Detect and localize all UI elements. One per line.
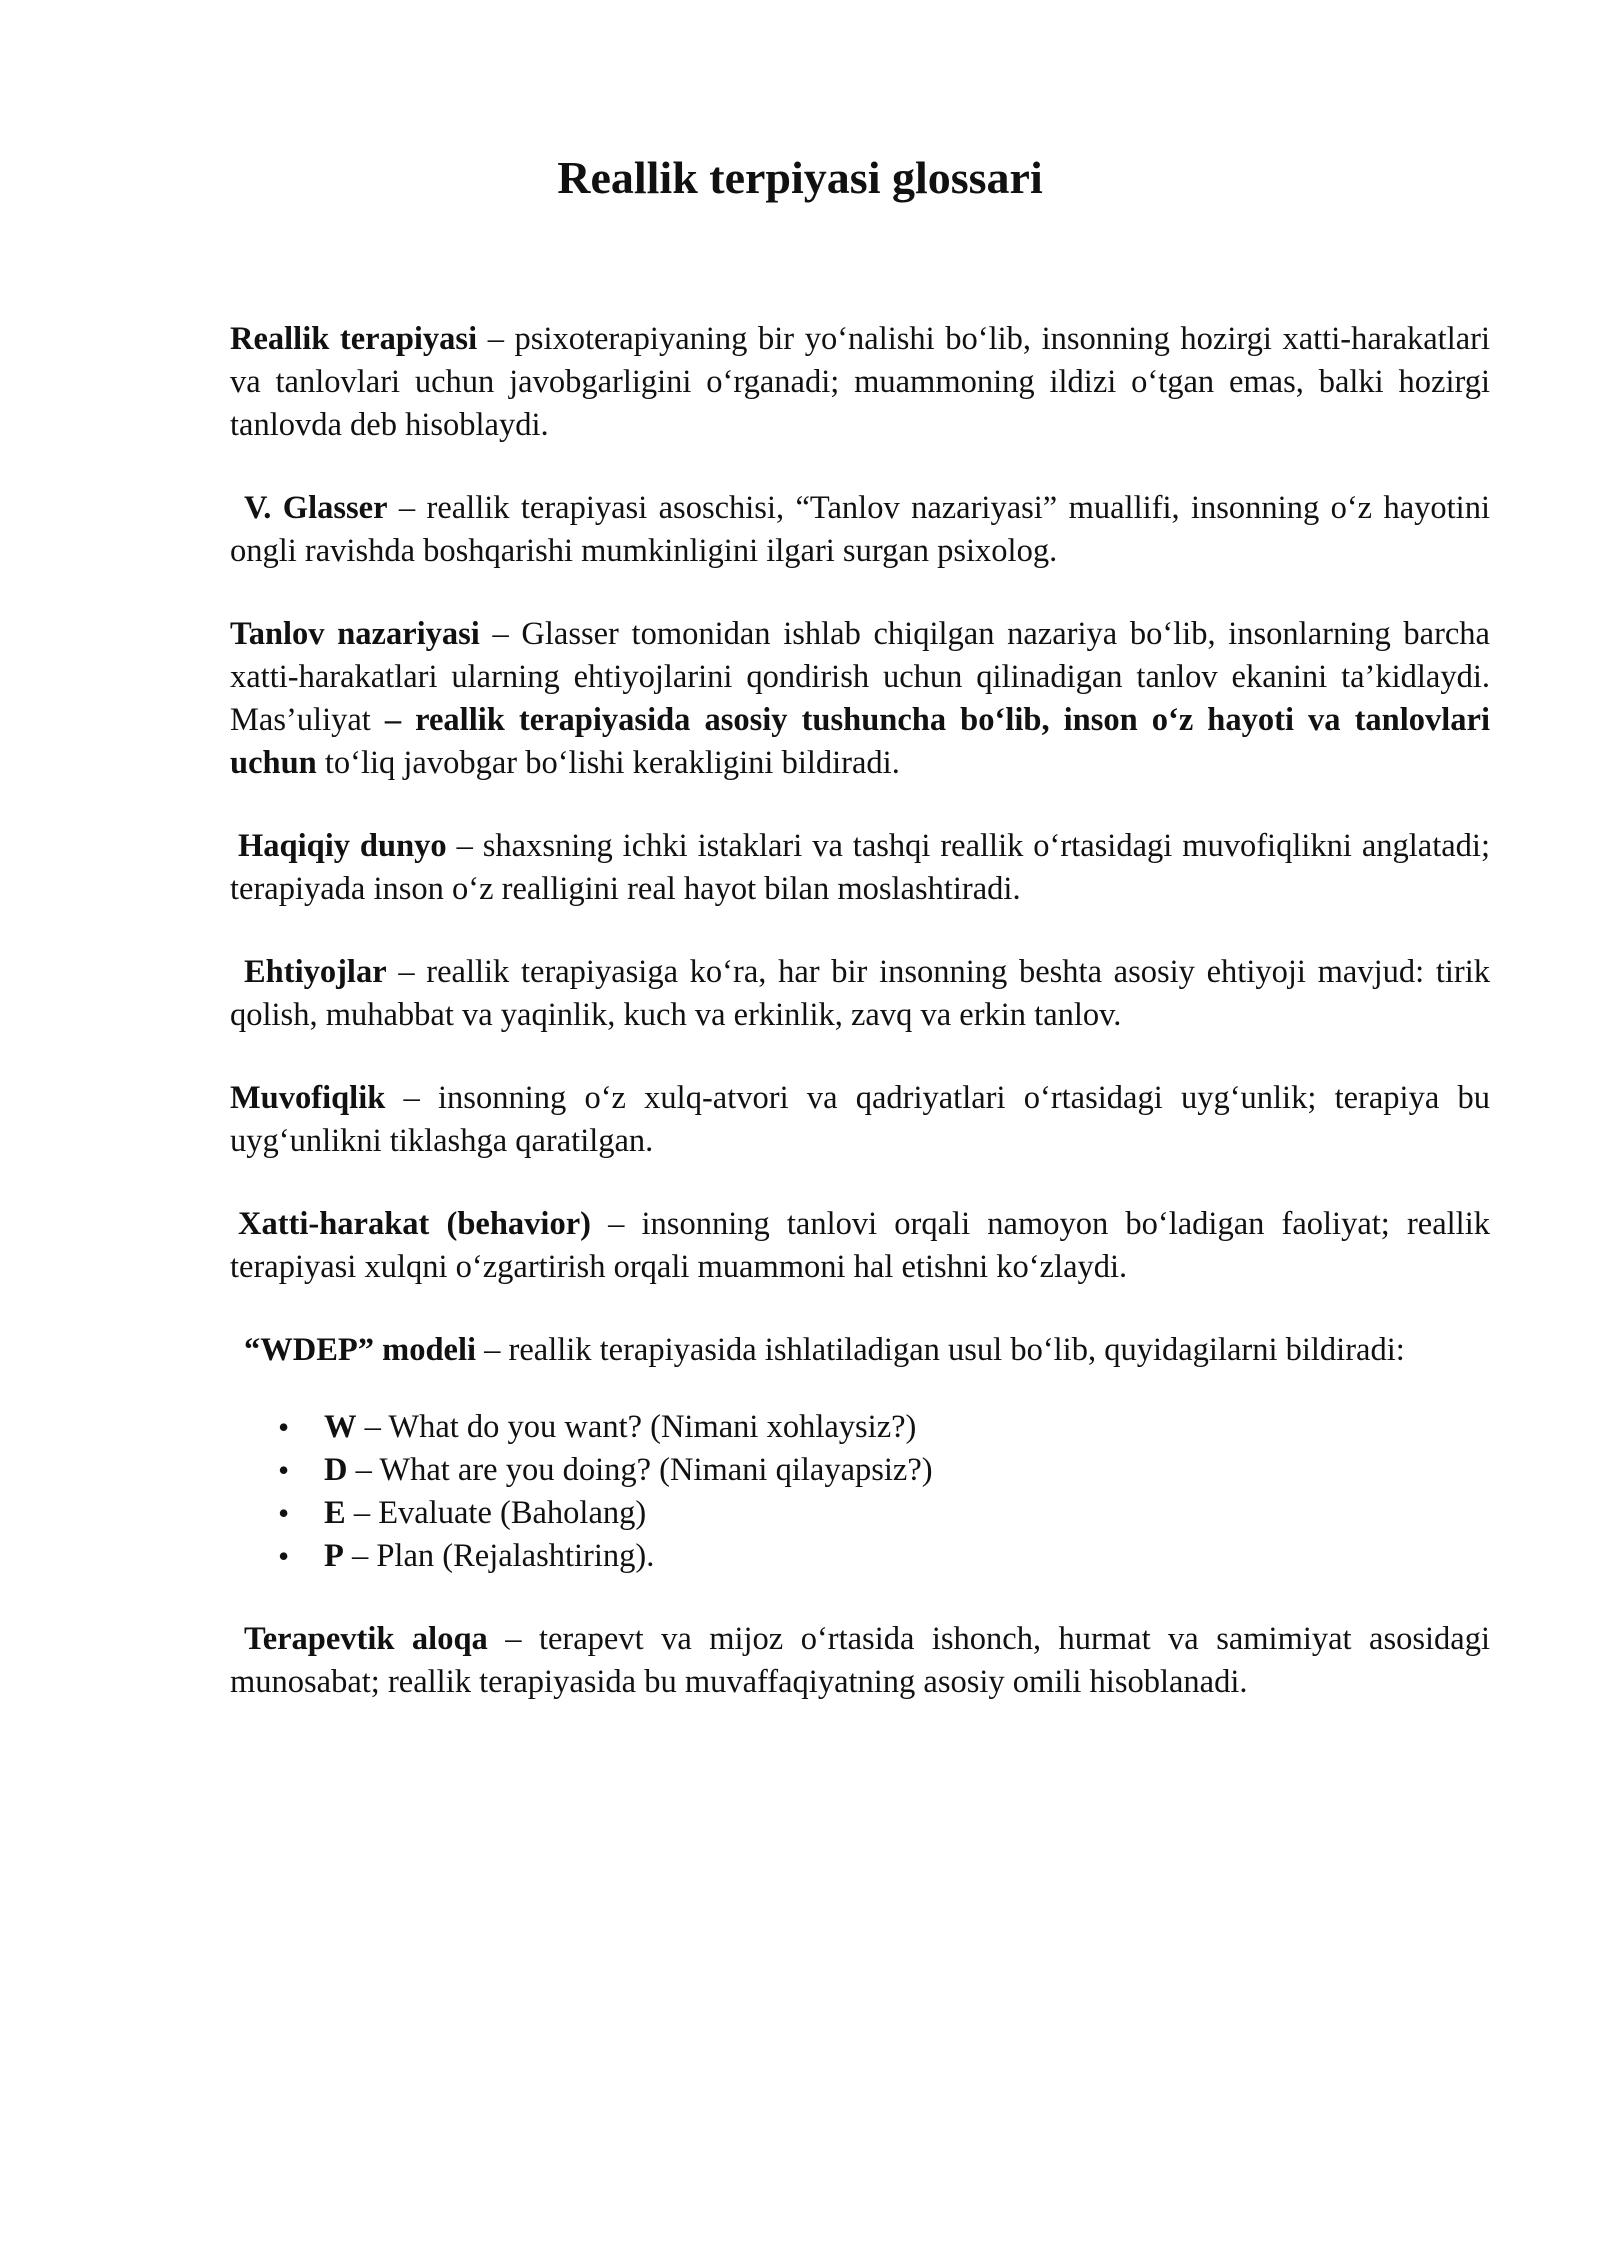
glossary-definition: – Glasser tomonidan ishlab chiqilgan nazariya bo‘lib, insonlarning barcha xatti-harakatlari ularning ehtiyojlarini qondirish uchun qilinadigan tanlov ekanini ta’kidlaydi. Mas’uliyat <box>230 616 1490 738</box>
bullet-icon: • <box>278 1452 290 1488</box>
glossary-entry-haqiqiy-dunyo <box>230 825 1490 911</box>
glossary-entry-xatti-harakat <box>230 1203 1490 1289</box>
wdep-letter: P <box>324 1538 344 1574</box>
glossary-term: Haqiqiy dunyo <box>238 828 447 864</box>
glossary-term: Tanlov nazariyasi <box>230 616 480 652</box>
page-title: Reallik terpiyasi glossari <box>557 152 1043 203</box>
wdep-list <box>230 1406 1490 1578</box>
glossary-term: Ehtiyojlar <box>244 954 387 990</box>
wdep-text: – What do you want? (Nimani xohlaysiz?) <box>356 1409 917 1445</box>
glossary-term: Reallik terapiyasi <box>230 321 478 357</box>
glossary-entry-ehtiyojlar <box>230 951 1490 1037</box>
glossary-definition: – reallik terapiyasiga ko‘ra, har bir insonning beshta asosiy ehtiyoji mavjud: tirik qolish, muhabbat va yaqinlik, kuch va erkinlik, zavq va erkin tanlov. <box>230 954 1490 1033</box>
wdep-letter: D <box>324 1452 348 1488</box>
glossary-term: V. Glasser <box>244 490 388 526</box>
glossary-definition: – shaxsning ichki istaklari va tashqi reallik o‘rtasidagi muvofiqlikni anglatadi; terapiyada inson o‘z realligini real hayot bilan moslashtiradi. <box>230 828 1490 907</box>
wdep-list-item <box>278 1449 1490 1492</box>
glossary-term: “WDEP” modeli <box>244 1332 477 1368</box>
wdep-letter: W <box>324 1409 357 1445</box>
wdep-letter: E <box>324 1495 346 1531</box>
wdep-list-item <box>278 1535 1490 1578</box>
bullet-icon: • <box>278 1495 290 1531</box>
wdep-text: – What are you doing? (Nimani qilayapsiz?) <box>347 1452 933 1488</box>
glossary-entry-glasser <box>230 487 1490 573</box>
glossary-definition: – reallik terapiyasi asoschisi, “Tanlov nazariyasi” muallifi, insonning o‘z hayotini ongli ravishda boshqarishi mumkinligini ilgari surgan psixolog. <box>230 490 1490 569</box>
bullet-icon: • <box>278 1538 290 1574</box>
glossary-term: Xatti-harakat (behavior) <box>238 1206 591 1242</box>
glossary-definition-bold: – reallik terapiyasida asosiy tushuncha bo‘lib, inson o‘z hayoti va tanlovlari uchun <box>230 702 1490 781</box>
wdep-text: – Plan (Rejalashtiring). <box>343 1538 655 1574</box>
glossary-definition: – psixoterapiyaning bir yo‘nalishi bo‘lib, insonning hozirgi xatti-harakatlari va tanlovlari uchun javobgarligini o‘rganadi; muammoning ildizi o‘tgan emas, balki hozirgi tanlovda deb hisoblaydi. <box>230 321 1490 443</box>
glossary-entry-muvofiqlik <box>230 1077 1490 1163</box>
glossary-definition: – insonning o‘z xulq-atvori va qadriyatlari o‘rtasidagi uyg‘unlik; terapiya bu uyg‘unlikni tiklashga qaratilgan. <box>230 1080 1490 1159</box>
glossary-entry-terapevtik-aloqa <box>230 1618 1490 1704</box>
wdep-list-item <box>278 1406 1490 1449</box>
glossary-body <box>230 318 1490 1744</box>
bullet-icon: • <box>278 1409 290 1445</box>
glossary-entry-wdep-model <box>230 1329 1490 1372</box>
glossary-definition: – insonning tanlovi orqali namoyon bo‘ladigan faoliyat; reallik terapiyasi xulqni o‘zgartirish orqali muammoni hal etishni ko‘zlaydi. <box>230 1206 1490 1285</box>
glossary-entry-tanlov-nazariyasi <box>230 613 1490 785</box>
wdep-text: – Evaluate (Baholang) <box>345 1495 647 1531</box>
glossary-definition-tail: to‘liq javobgar bo‘lishi kerakligini bildiradi. <box>316 745 900 781</box>
wdep-list-item <box>278 1492 1490 1535</box>
glossary-entry-reallik-terapiyasi <box>230 318 1490 447</box>
glossary-definition: – terapevt va mijoz o‘rtasida ishonch, hurmat va samimiyat asosidagi munosabat; reallik terapiyasida bu muvaffaqiyatning asosiy omili hisoblanadi. <box>230 1621 1491 1700</box>
glossary-term: Terapevtik aloqa <box>244 1621 488 1657</box>
glossary-term: Muvofiqlik <box>230 1080 386 1116</box>
glossary-definition: – reallik terapiyasida ishlatiladigan usul bo‘lib, quyidagilarni bildiradi: <box>476 1332 1405 1368</box>
